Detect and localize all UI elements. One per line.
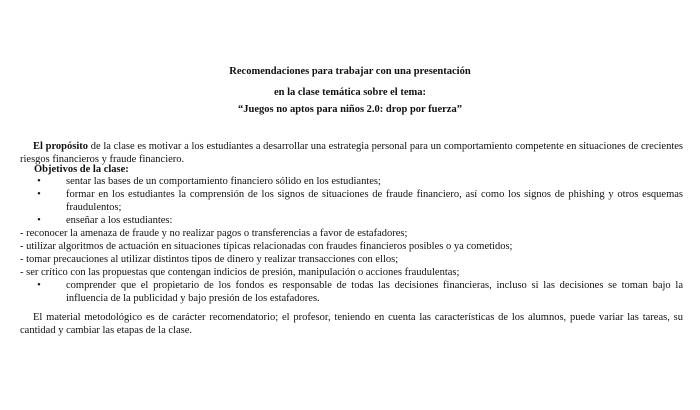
bullet-icon: •	[37, 280, 41, 291]
title-line-1: Recomendaciones para trabajar con una presentación	[229, 66, 471, 77]
bullet-icon: •	[37, 215, 41, 226]
objective-bullet-item	[20, 188, 683, 214]
objective-dash-item	[20, 253, 683, 266]
objective-text: comprender que el propietario de los fondos es responsable de todas las decisiones financieras, incluso si las decisiones se toman bajo la influencia de la publicidad y bajo presión de los estafadores.	[66, 280, 683, 304]
objective-dash-item	[20, 266, 683, 279]
objective-text: enseñar a los estudiantes:	[66, 215, 173, 226]
objective-bullet-item	[20, 279, 683, 305]
objective-dash-item	[20, 227, 683, 240]
objectives-heading: Objetivos de la clase:	[34, 164, 129, 175]
objective-text: formar en los estudiantes la comprensión de los signos de situaciones de fraude financiero, así como los signos de phishing y otros esquemas fraudulentos;	[66, 189, 683, 213]
objective-dash-item	[20, 240, 683, 253]
title-line-3: “Juegos no aptos para niños 2.0: drop por fuerza”	[238, 104, 462, 115]
objective-bullet-item	[20, 175, 683, 188]
objective-text: - ser crítico con las propuestas que contengan indicios de presión, manipulación o acciones fraudulentas;	[20, 267, 460, 278]
title-line-2: en la clase temática sobre el tema:	[273, 87, 426, 98]
objective-bullet-item	[20, 214, 683, 227]
objective-text: sentar las bases de un comportamiento financiero sólido en los estudiantes;	[66, 176, 381, 187]
objective-text: - tomar precauciones al utilizar distintos tipos de dinero y realizar transacciones con ellos;	[20, 254, 399, 265]
purpose-text: de la clase es motivar a los estudiantes a desarrollar una estrategia personal para un comportamiento competente en situaciones de crecientes riesgos financieros y fraude financiero.	[20, 141, 683, 165]
objectives-list	[20, 175, 683, 305]
closing-paragraph: El material metodológico es de carácter recomendatorio; el profesor, teniendo en cuenta las características de los alumnos, puede variar las tareas, su cantidad y cambiar las etapas de la clase.	[20, 312, 683, 336]
bullet-icon: •	[37, 189, 41, 200]
purpose-lead: El propósito	[33, 141, 89, 152]
objective-text: - reconocer la amenaza de fraude y no realizar pagos o transferencias a favor de estafadores;	[20, 228, 408, 239]
objective-text: - utilizar algoritmos de actuación en situaciones típicas relacionadas con fraudes financieros posibles o ya cometidos;	[20, 241, 513, 252]
bullet-icon: •	[37, 176, 41, 187]
